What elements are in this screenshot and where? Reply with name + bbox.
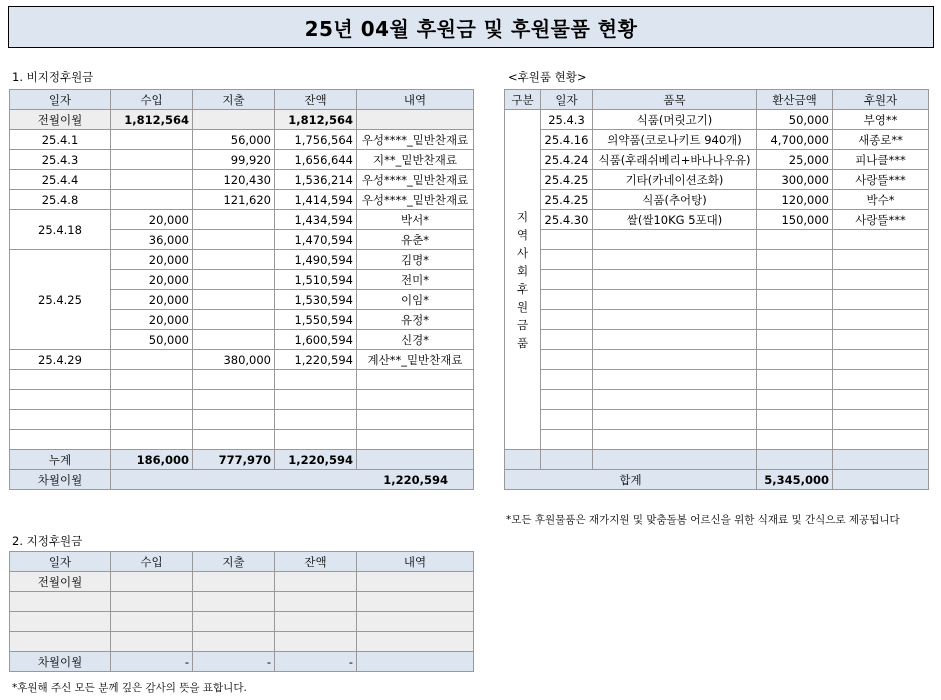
- prev-month-row: 전월이월: [10, 572, 474, 592]
- header-donor: 후원자: [833, 90, 929, 110]
- header-date: 일자: [10, 90, 111, 110]
- header-desc: 내역: [357, 552, 474, 572]
- header-balance: 잔액: [275, 90, 357, 110]
- empty-row: [10, 612, 474, 632]
- header-date: 일자: [541, 90, 593, 110]
- goods-total-row: 합계 5,345,000: [505, 470, 929, 490]
- header-income: 수입: [111, 552, 193, 572]
- nondesignated-caption: 1. 비지정후원금: [12, 70, 94, 84]
- table-row: 25.4.25 20,000 1,490,594 김명*: [10, 250, 474, 270]
- empty-blue-row: [505, 450, 929, 470]
- table-row: 20,000 1,530,594 이임*: [10, 290, 474, 310]
- table-row: 36,000 1,470,594 유춘*: [10, 230, 474, 250]
- empty-row: [505, 310, 929, 330]
- table-row: 25.4.25 기타(카네이션조화) 300,000 사랑뜰***: [505, 170, 929, 190]
- table-row: 20,000 1,510,594 전미*: [10, 270, 474, 290]
- empty-row: [505, 270, 929, 290]
- table-row: 25.4.3 99,920 1,656,644 지**_밑반찬재료: [10, 150, 474, 170]
- header-expense: 지출: [193, 90, 275, 110]
- goods-note: *모든 후원물품은 재가지원 및 맞춤돌봄 어르신을 위한 식재료 및 간식으로 제공됩니다: [506, 514, 900, 526]
- category-cell: 지역사회후원금품: [505, 110, 541, 450]
- goods-caption: <후원품 현황>: [508, 70, 587, 84]
- table-row: 25.4.25 식품(추어탕) 120,000 박수*: [505, 190, 929, 210]
- empty-row: [10, 592, 474, 612]
- empty-row: [505, 370, 929, 390]
- header-item: 품목: [593, 90, 757, 110]
- table-row: 50,000 1,600,594 신경*: [10, 330, 474, 350]
- empty-row: [10, 370, 474, 390]
- goods-table: [504, 89, 929, 490]
- empty-row: [10, 410, 474, 430]
- header-desc: 내역: [357, 90, 474, 110]
- table-row: 25.4.16 의약품(코로나키트 940개) 4,700,000 새종로**: [505, 130, 929, 150]
- empty-row: [505, 390, 929, 410]
- empty-row: [505, 290, 929, 310]
- table-row: 25.4.24 식품(후래쉬베리+바나나우유) 25,000 피나클***: [505, 150, 929, 170]
- total-row: 누계 186,000 777,970 1,220,594: [10, 450, 474, 470]
- header-date: 일자: [10, 552, 111, 572]
- empty-row: [505, 330, 929, 350]
- carry-row: 차월이월 - - -: [10, 652, 474, 672]
- table-row: 지역사회후원금품 25.4.3 식품(머릿고기) 50,000 부영**: [505, 110, 929, 130]
- header-income: 수입: [111, 90, 193, 110]
- empty-row: [505, 430, 929, 450]
- table-row: 25.4.30 쌀(쌀10KG 5포대) 150,000 사랑뜰***: [505, 210, 929, 230]
- empty-row: [505, 410, 929, 430]
- carry-row: 차월이월 1,220,594: [10, 470, 474, 490]
- empty-row: [505, 350, 929, 370]
- designated-caption: 2. 지정후원금: [12, 534, 83, 548]
- table-row: 25.4.4 120,430 1,536,214 우성****_밑반찬재료: [10, 170, 474, 190]
- table-row: 25.4.1 56,000 1,756,564 우성****_밑반찬재료: [10, 130, 474, 150]
- empty-row: [505, 230, 929, 250]
- header-expense: 지출: [193, 552, 275, 572]
- empty-row: [10, 430, 474, 450]
- designated-table: [9, 551, 474, 672]
- nondesignated-table: [9, 89, 474, 490]
- table-row: 20,000 1,550,594 유정*: [10, 310, 474, 330]
- prev-month-row: 전월이월 1,812,564 1,812,564: [10, 110, 474, 130]
- designated-note: *후원해 주신 모든 분께 깊은 감사의 뜻을 표합니다.: [12, 682, 247, 694]
- empty-row: [10, 632, 474, 652]
- table-row: 25.4.8 121,620 1,414,594 우성****_밑반찬재료: [10, 190, 474, 210]
- table-row: 25.4.29 380,000 1,220,594 계산**_밑반찬재료: [10, 350, 474, 370]
- empty-row: [505, 250, 929, 270]
- empty-row: [10, 390, 474, 410]
- header-balance: 잔액: [275, 552, 357, 572]
- page-title: 25년 04월 후원금 및 후원물품 현황: [8, 6, 934, 48]
- table-row: 25.4.18 20,000 1,434,594 박서*: [10, 210, 474, 230]
- header-amount: 환산금액: [757, 90, 833, 110]
- header-category: 구분: [505, 90, 541, 110]
